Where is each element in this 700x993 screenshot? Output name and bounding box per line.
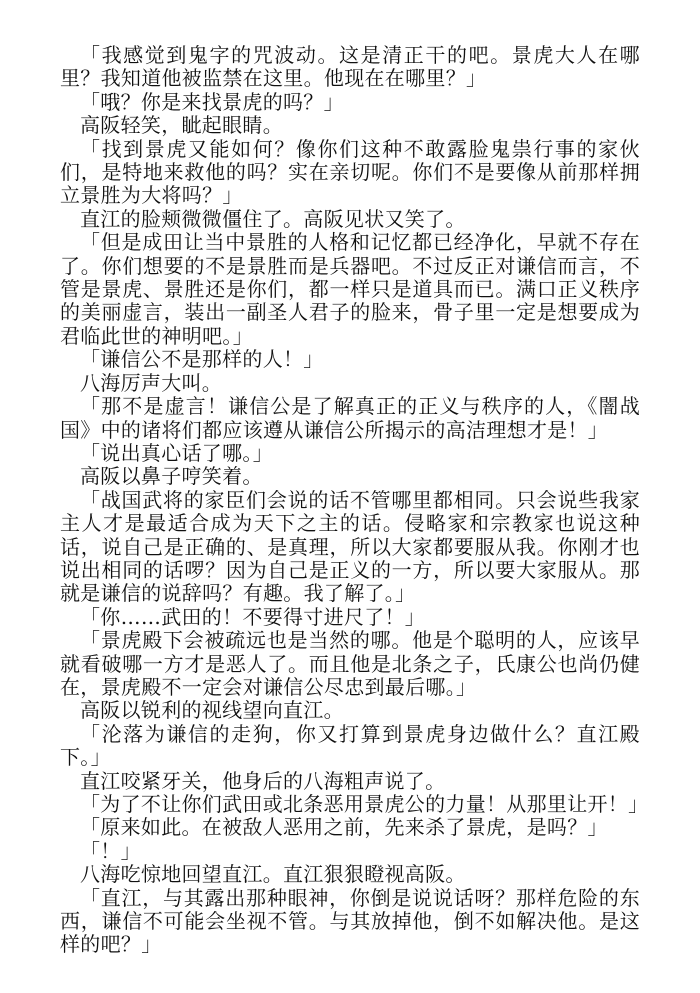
- paragraph: 「为了不让你们武田或北条恶用景虎公的力量！从那里让开！」: [80, 792, 649, 816]
- paragraph: 直江咬紧牙关，他身后的八海粗声说了。: [80, 768, 446, 793]
- paragraph: 「哦？你是来找景虎的吗？」: [80, 89, 344, 114]
- paragraph: 「景虎殿下会被疏远也是当然的哪。他是个聪明的人，应该早就看破哪一方才是恶人了。而且他是北条之子，氏康公也尚仍健在，景虎殿不一定会对谦信公尽忠到最后哪。」: [60, 628, 640, 699]
- paragraph: 八海吃惊地回望直江。直江狠狠瞪视高阪。: [80, 862, 466, 887]
- paragraph: 「你……武田的！不要得寸进尺了！」: [80, 604, 426, 629]
- paragraph: 「找到景虎又能如何？像你们这种不敢露脸鬼祟行事的家伙们，是特地来救他的吗？实在亲切呢。你们不是要像从前那样拥立景胜为大将吗？」: [60, 136, 640, 208]
- paragraph: 「原来如此。在被敌人恶用之前，先来杀了景虎，是吗？」: [80, 815, 608, 840]
- paragraph: 高阪以鼻子哼笑着。: [80, 464, 263, 489]
- paragraph: 高阪以锐利的视线望向直江。: [80, 698, 344, 723]
- paragraph: 八海厉声大叫。: [80, 370, 223, 395]
- paragraph: 「谦信公不是那样的人！」: [80, 347, 324, 372]
- paragraph: 「我感觉到鬼字的咒波动。这是清正干的吧。景虎大人在哪里？我知道他被监禁在这里。他现在在哪里？」: [60, 43, 640, 91]
- paragraph: 直江的脸颊微微僵住了。高阪见状又笑了。: [80, 206, 466, 231]
- paragraph: 「直江，与其露出那种眼神，你倒是说说话呀？那样危险的东西，谦信不可能会坐视不管。与其放掉他，倒不如解决他。是这样的吧？」: [60, 885, 640, 957]
- paragraph: 「！」: [80, 838, 141, 863]
- paragraph: 「沦落为谦信的走狗，你又打算到景虎身边做什么？直江殿下。」: [60, 721, 640, 770]
- paragraph: 「那不是虚言！谦信公是了解真正的正义与秩序的人，《闇战国》中的诸将们都应该遵从谦信公所揭示的高洁理想才是！」: [60, 394, 640, 442]
- paragraph: 「战国武将的家臣们会说的话不管哪里都相同。只会说些我家主人才是最适合成为天下之主的话。侵略家和宗教家也说这种话，说自己是正确的、是真理，所以大家都要服从我。你刚才也说出相同的话啰？因为自己是正义的一方，所以要大家服从。那就是谦信的说辞吗？有趣。我了解了。」: [60, 487, 640, 606]
- paragraph: 高阪轻笑，眦起眼睛。: [80, 113, 283, 138]
- paragraph: 「说出真心话了哪。」: [80, 440, 273, 465]
- paragraph: 「但是成田让当中景胜的人格和记忆都已经净化，早就不存在了。你们想要的不是景胜而是兵器吧。不过反正对谦信而言，不管是景虎、景胜还是你们，都一样只是道具而已。满口正义秩序的美丽虚言，装出一副圣人君子的脸来，骨子里一定是想要成为君临此世的神明吧。」: [60, 230, 640, 348]
- document-page: [60, 43, 649, 957]
